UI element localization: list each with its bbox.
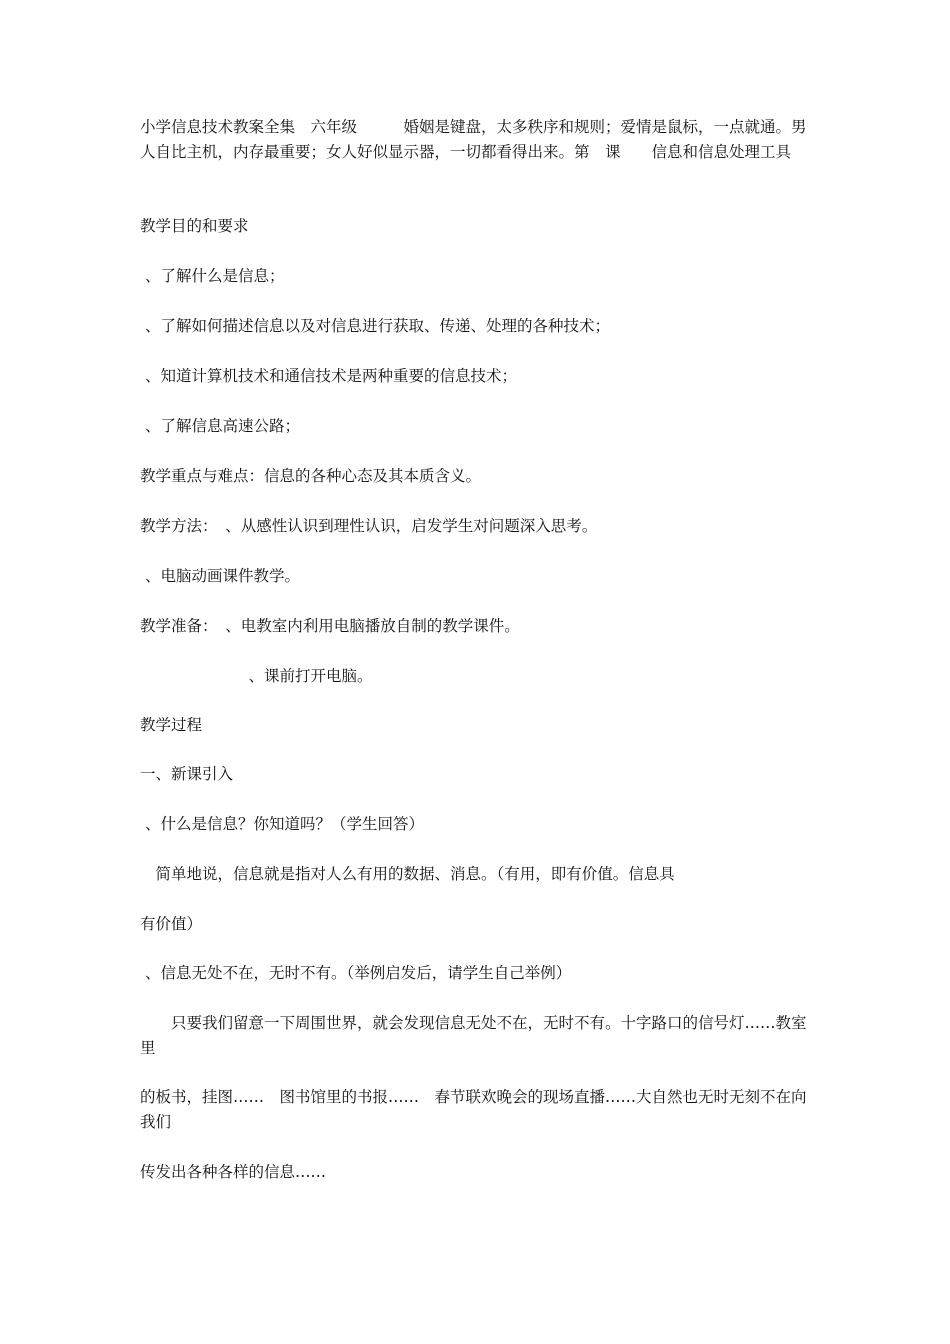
section-heading-objectives: 教学目的和要求 [140,217,249,235]
subsection-heading-intro: 一、新课引入 [140,765,234,783]
objective-item: 、了解如何描述信息以及对信息进行获取、传递、处理的各种技术； [140,317,610,335]
body-paragraph: 的板书，挂图…… 图书馆里的书报…… 春节联欢晚会的现场直播……大自然也无时无刻不在向我们 [140,1088,807,1131]
key-points-paragraph: 教学重点与难点：信息的各种心态及其本质含义。 [140,467,482,485]
teaching-method-paragraph: 教学方法： 、从感性认识到理性认识，启发学生对问题深入思考。 [140,517,598,535]
body-paragraph: 只要我们留意一下周围世界，就会发现信息无处不在，无时不有。十字路口的信号灯……教室里 [140,1014,807,1057]
question-item: 、信息无处不在，无时不有。（举例启发后，请学生自己举例） [140,964,572,982]
body-paragraph: 有价值） [140,915,203,933]
objective-item: 、了解什么是信息； [140,267,285,285]
body-paragraph: 简单地说，信息就是指对人么有用的数据、消息。（有用，即有价值。信息具 [140,865,675,883]
objective-item: 、知道计算机技术和通信技术是两种重要的信息技术； [140,367,517,385]
body-paragraph: 传发出各种各样的信息…… [140,1163,327,1181]
teaching-method-item: 、电脑动画课件教学。 [140,567,300,585]
section-heading-process: 教学过程 [140,716,203,734]
intro-paragraph: 小学信息技术教案全集 六年级 婚姻是键盘，太多秩序和规则；爱情是鼠标，一点就通。男人自比主机，内存最重要；女人好似显示器，一切都看得出来。第 课 信息和信息处理工具 [140,118,807,161]
teaching-preparation-paragraph: 教学准备： 、电教室内利用电脑播放自制的教学课件。 [140,617,520,635]
objective-item: 、了解信息高速公路； [140,417,300,435]
question-item: 、什么是信息？你知道吗？（学生回答） [140,815,424,833]
teaching-preparation-item: 、课前打开电脑。 [140,667,373,685]
